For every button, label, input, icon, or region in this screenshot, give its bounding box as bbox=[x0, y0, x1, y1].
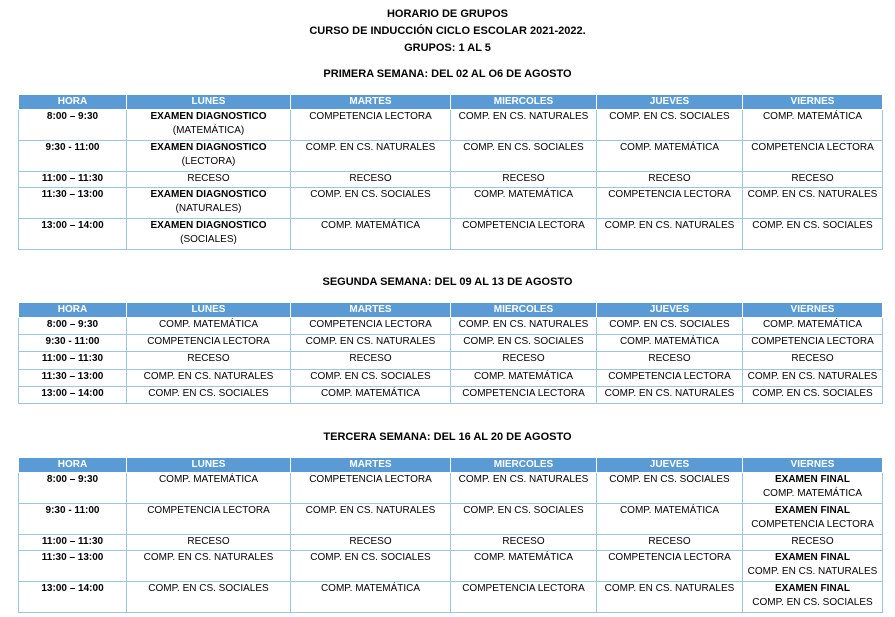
header-row bbox=[19, 458, 883, 473]
schedule-cell bbox=[597, 582, 743, 613]
subject-label: COMPETENCIA LECTORA bbox=[751, 142, 874, 153]
exam-label: EXAMEN FINAL bbox=[775, 474, 850, 485]
schedule-cell bbox=[451, 535, 597, 551]
schedule-cell bbox=[597, 335, 743, 352]
subject-label: COMP. EN CS. SOCIALES bbox=[148, 388, 269, 399]
schedule-cell bbox=[451, 172, 597, 188]
column-header: MARTES bbox=[291, 95, 451, 110]
exam-label: EXAMEN DIAGNOSTICO bbox=[150, 111, 267, 122]
subject-label: COMP. MATEMÁTICA bbox=[473, 552, 574, 563]
subject-label: (SOCIALES) bbox=[180, 234, 237, 245]
document-title: HORARIO DE GRUPOS bbox=[386, 8, 508, 20]
subject-label: COMPETENCIA LECTORA bbox=[751, 336, 874, 347]
subject-label: COMP. EN CS. SOCIALES bbox=[310, 189, 431, 200]
schedule-cell bbox=[127, 551, 291, 582]
schedule-cell bbox=[597, 141, 743, 172]
subject-label: COMP. EN CS. NATURALES bbox=[604, 388, 735, 399]
subject-label: COMP. EN CS. NATURALES bbox=[604, 220, 735, 231]
time-slot-cell: 11:30 – 13:00 bbox=[19, 188, 127, 219]
subject-label: RECESO bbox=[349, 353, 392, 364]
subject-label: RECESO bbox=[187, 536, 230, 547]
schedule-cell bbox=[451, 504, 597, 535]
subject-label: COMPETENCIA LECTORA bbox=[608, 371, 731, 382]
time-slot-cell: 8:00 – 9:30 bbox=[19, 318, 127, 335]
subject-label: COMP. MATEMÁTICA bbox=[158, 474, 259, 485]
schedule-cell bbox=[127, 141, 291, 172]
schedule-cell bbox=[597, 172, 743, 188]
column-header: JUEVES bbox=[597, 458, 743, 473]
subject-label: RECESO bbox=[791, 353, 834, 364]
schedule-cell bbox=[127, 582, 291, 613]
subject-label: COMP. MATEMÁTICA bbox=[320, 583, 421, 594]
schedule-cell bbox=[127, 219, 291, 250]
subject-label: RECESO bbox=[648, 353, 691, 364]
subject-label: COMP. MATEMÁTICA bbox=[473, 189, 574, 200]
table-row bbox=[19, 110, 883, 141]
table-row bbox=[19, 219, 883, 250]
schedule-cell bbox=[291, 335, 451, 352]
header-row bbox=[19, 303, 883, 318]
subject-label: COMP. MATEMÁTICA bbox=[320, 388, 421, 399]
schedule-cell bbox=[291, 188, 451, 219]
time-slot-cell: 9:30 - 11:00 bbox=[19, 504, 127, 535]
subject-label: COMPETENCIA LECTORA bbox=[608, 552, 731, 563]
subject-label: COMP. EN CS. SOCIALES bbox=[752, 220, 873, 231]
subject-label: COMP. EN CS. SOCIALES bbox=[609, 474, 730, 485]
schedule-cell bbox=[597, 188, 743, 219]
schedule-cell bbox=[291, 318, 451, 335]
exam-label: EXAMEN DIAGNOSTICO bbox=[150, 220, 267, 231]
subject-label: COMP. EN CS. SOCIALES bbox=[463, 505, 584, 516]
subject-label: COMP. EN CS. NATURALES bbox=[747, 371, 878, 382]
column-header: VIERNES bbox=[743, 303, 883, 318]
table-row bbox=[19, 335, 883, 352]
subject-label: COMPETENCIA LECTORA bbox=[147, 336, 270, 347]
table-row bbox=[19, 535, 883, 551]
column-header: HORA bbox=[19, 458, 127, 473]
schedule-cell bbox=[291, 387, 451, 404]
subject-label: COMPETENCIA LECTORA bbox=[309, 474, 432, 485]
schedule-cell bbox=[291, 535, 451, 551]
schedule-cell bbox=[743, 141, 883, 172]
schedule-cell bbox=[597, 551, 743, 582]
header-row bbox=[19, 95, 883, 110]
subject-label: COMP. EN CS. SOCIALES bbox=[310, 552, 431, 563]
column-header: HORA bbox=[19, 303, 127, 318]
table-row bbox=[19, 172, 883, 188]
schedule-cell bbox=[291, 141, 451, 172]
schedule-cell bbox=[743, 535, 883, 551]
schedule-cell bbox=[451, 370, 597, 387]
schedule-cell bbox=[127, 318, 291, 335]
schedule-cell bbox=[451, 387, 597, 404]
schedule-cell bbox=[291, 352, 451, 370]
schedule-cell bbox=[451, 318, 597, 335]
schedule-cell bbox=[451, 219, 597, 250]
subject-label: COMP. MATEMÁTICA bbox=[473, 371, 574, 382]
subject-label: RECESO bbox=[648, 173, 691, 184]
schedule-cell bbox=[127, 110, 291, 141]
time-slot-cell: 13:00 – 14:00 bbox=[19, 582, 127, 613]
time-slot-cell: 11:00 – 11:30 bbox=[19, 352, 127, 370]
subject-label: COMP. EN CS. SOCIALES bbox=[609, 111, 730, 122]
schedule-cell bbox=[743, 582, 883, 613]
subject-label: COMP. EN CS. NATURALES bbox=[305, 336, 436, 347]
schedule-cell bbox=[597, 318, 743, 335]
schedule-cell bbox=[743, 219, 883, 250]
subject-label: COMPETENCIA LECTORA bbox=[462, 388, 585, 399]
subject-label: COMPETENCIA LECTORA bbox=[147, 505, 270, 516]
schedule-cell bbox=[127, 335, 291, 352]
subject-label: COMP. MATEMÁTICA bbox=[320, 220, 421, 231]
subject-label: COMP. MATEMÁTICA bbox=[619, 336, 720, 347]
schedule-cell bbox=[127, 535, 291, 551]
table-row bbox=[19, 473, 883, 504]
subject-label: COMP. EN CS. SOCIALES bbox=[752, 388, 873, 399]
schedule-cell bbox=[597, 352, 743, 370]
subject-label: RECESO bbox=[502, 536, 545, 547]
time-slot-cell: 8:00 – 9:30 bbox=[19, 473, 127, 504]
schedule-cell bbox=[451, 188, 597, 219]
exam-label: EXAMEN FINAL bbox=[775, 552, 850, 563]
column-header: HORA bbox=[19, 95, 127, 110]
schedule-cell bbox=[127, 352, 291, 370]
schedule-cell bbox=[127, 387, 291, 404]
groups-label: GRUPOS: 1 AL 5 bbox=[404, 42, 491, 54]
schedule-cell bbox=[451, 551, 597, 582]
column-header: LUNES bbox=[127, 458, 291, 473]
subject-label: COMP. EN CS. NATURALES bbox=[458, 474, 589, 485]
schedule-cell bbox=[597, 535, 743, 551]
schedule-cell bbox=[127, 370, 291, 387]
schedule-cell bbox=[743, 318, 883, 335]
schedule-cell bbox=[743, 551, 883, 582]
schedule-cell bbox=[597, 370, 743, 387]
schedule-cell bbox=[291, 172, 451, 188]
schedule-cell bbox=[291, 219, 451, 250]
schedule-cell bbox=[743, 370, 883, 387]
schedule-cell bbox=[743, 352, 883, 370]
subject-label: COMPETENCIA LECTORA bbox=[751, 519, 874, 530]
column-header: LUNES bbox=[127, 95, 291, 110]
table-row bbox=[19, 551, 883, 582]
subject-label: COMP. EN CS. NATURALES bbox=[305, 505, 436, 516]
column-header: MARTES bbox=[291, 303, 451, 318]
week-1-schedule-table bbox=[18, 94, 883, 250]
column-header: JUEVES bbox=[597, 303, 743, 318]
subject-label: COMP. EN CS. SOCIALES bbox=[148, 583, 269, 594]
time-slot-cell: 11:30 – 13:00 bbox=[19, 551, 127, 582]
schedule-cell bbox=[597, 387, 743, 404]
document-subtitle: CURSO DE INDUCCIÓN CICLO ESCOLAR 2021-2022. bbox=[309, 25, 586, 37]
schedule-cell bbox=[743, 387, 883, 404]
week-3-schedule-table bbox=[18, 457, 883, 613]
schedule-cell bbox=[743, 110, 883, 141]
subject-label: (MATEMÁTICA) bbox=[172, 125, 245, 136]
time-slot-cell: 8:00 – 9:30 bbox=[19, 110, 127, 141]
column-header: VIERNES bbox=[743, 95, 883, 110]
subject-label: COMP. EN CS. NATURALES bbox=[143, 371, 274, 382]
schedule-cell bbox=[291, 504, 451, 535]
column-header: MIERCOLES bbox=[451, 303, 597, 318]
schedule-cell bbox=[291, 110, 451, 141]
schedule-cell bbox=[291, 370, 451, 387]
subject-label: RECESO bbox=[187, 173, 230, 184]
time-slot-cell: 13:00 – 14:00 bbox=[19, 387, 127, 404]
schedule-cell bbox=[597, 219, 743, 250]
subject-label: COMPETENCIA LECTORA bbox=[462, 220, 585, 231]
time-slot-cell: 9:30 - 11:00 bbox=[19, 335, 127, 352]
subject-label: COMPETENCIA LECTORA bbox=[309, 319, 432, 330]
subject-label: COMP. MATEMÁTICA bbox=[158, 319, 259, 330]
subject-label: COMP. EN CS. NATURALES bbox=[747, 566, 878, 577]
time-slot-cell: 9:30 - 11:00 bbox=[19, 141, 127, 172]
subject-label: COMP. MATEMÁTICA bbox=[619, 505, 720, 516]
schedule-cell bbox=[597, 110, 743, 141]
time-slot-cell: 11:00 – 11:30 bbox=[19, 535, 127, 551]
subject-label: COMP. EN CS. NATURALES bbox=[143, 552, 274, 563]
schedule-cell bbox=[597, 473, 743, 504]
subject-label: COMP. EN CS. NATURALES bbox=[747, 189, 878, 200]
schedule-cell bbox=[451, 141, 597, 172]
schedule-cell bbox=[743, 504, 883, 535]
schedule-cell bbox=[743, 473, 883, 504]
table-row bbox=[19, 504, 883, 535]
subject-label: COMP. EN CS. SOCIALES bbox=[463, 142, 584, 153]
schedule-cell bbox=[451, 352, 597, 370]
column-header: MIERCOLES bbox=[451, 458, 597, 473]
schedule-cell bbox=[451, 335, 597, 352]
schedule-cell bbox=[743, 172, 883, 188]
subject-label: COMP. EN CS. NATURALES bbox=[305, 142, 436, 153]
subject-label: RECESO bbox=[502, 353, 545, 364]
subject-label: RECESO bbox=[648, 536, 691, 547]
exam-label: EXAMEN FINAL bbox=[775, 505, 850, 516]
week-3-title: TERCERA SEMANA: DEL 16 AL 20 DE AGOSTO bbox=[323, 431, 572, 443]
time-slot-cell: 11:30 – 13:00 bbox=[19, 370, 127, 387]
table-row bbox=[19, 352, 883, 370]
table-row bbox=[19, 370, 883, 387]
column-header: MARTES bbox=[291, 458, 451, 473]
subject-label: COMP. EN CS. SOCIALES bbox=[310, 371, 431, 382]
schedule-cell bbox=[451, 582, 597, 613]
table-row bbox=[19, 387, 883, 404]
subject-label: COMP. MATEMÁTICA bbox=[762, 319, 863, 330]
schedule-cell bbox=[291, 551, 451, 582]
time-slot-cell: 11:00 – 11:30 bbox=[19, 172, 127, 188]
subject-label: COMP. EN CS. NATURALES bbox=[458, 319, 589, 330]
subject-label: COMP. MATEMÁTICA bbox=[762, 488, 863, 499]
subject-label: RECESO bbox=[349, 536, 392, 547]
schedule-cell bbox=[127, 504, 291, 535]
column-header: JUEVES bbox=[597, 95, 743, 110]
column-header: LUNES bbox=[127, 303, 291, 318]
subject-label: RECESO bbox=[791, 536, 834, 547]
schedule-cell bbox=[127, 473, 291, 504]
table-row bbox=[19, 188, 883, 219]
subject-label: (LECTORA) bbox=[181, 156, 236, 167]
subject-label: COMP. EN CS. SOCIALES bbox=[609, 319, 730, 330]
column-header: MIERCOLES bbox=[451, 95, 597, 110]
subject-label: COMP. MATEMÁTICA bbox=[619, 142, 720, 153]
schedule-cell bbox=[291, 473, 451, 504]
table-row bbox=[19, 582, 883, 613]
subject-label: COMPETENCIA LECTORA bbox=[462, 583, 585, 594]
subject-label: COMPETENCIA LECTORA bbox=[608, 189, 731, 200]
schedule-cell bbox=[743, 335, 883, 352]
subject-label: COMPETENCIA LECTORA bbox=[309, 111, 432, 122]
subject-label: RECESO bbox=[502, 173, 545, 184]
exam-label: EXAMEN FINAL bbox=[775, 583, 850, 594]
subject-label: COMP. EN CS. SOCIALES bbox=[463, 336, 584, 347]
subject-label: COMP. EN CS. NATURALES bbox=[458, 111, 589, 122]
week-1-title: PRIMERA SEMANA: DEL 02 AL O6 DE AGOSTO bbox=[323, 68, 572, 80]
subject-label: COMP. MATEMÁTICA bbox=[762, 111, 863, 122]
time-slot-cell: 13:00 – 14:00 bbox=[19, 219, 127, 250]
column-header: VIERNES bbox=[743, 458, 883, 473]
table-row bbox=[19, 141, 883, 172]
schedule-cell bbox=[291, 582, 451, 613]
week-2-schedule-table bbox=[18, 302, 883, 404]
subject-label: COMP. EN CS. SOCIALES bbox=[752, 597, 873, 608]
schedule-cell bbox=[597, 504, 743, 535]
schedule-cell bbox=[127, 188, 291, 219]
subject-label: COMP. EN CS. NATURALES bbox=[604, 583, 735, 594]
subject-label: RECESO bbox=[791, 173, 834, 184]
schedule-cell bbox=[451, 110, 597, 141]
exam-label: EXAMEN DIAGNOSTICO bbox=[150, 189, 267, 200]
table-row bbox=[19, 318, 883, 335]
exam-label: EXAMEN DIAGNOSTICO bbox=[150, 142, 267, 153]
subject-label: RECESO bbox=[349, 173, 392, 184]
schedule-cell bbox=[451, 473, 597, 504]
subject-label: RECESO bbox=[187, 353, 230, 364]
schedule-cell bbox=[743, 188, 883, 219]
subject-label: (NATURALES) bbox=[175, 203, 242, 214]
week-2-title: SEGUNDA SEMANA: DEL 09 AL 13 DE AGOSTO bbox=[322, 276, 573, 288]
schedule-cell bbox=[127, 172, 291, 188]
